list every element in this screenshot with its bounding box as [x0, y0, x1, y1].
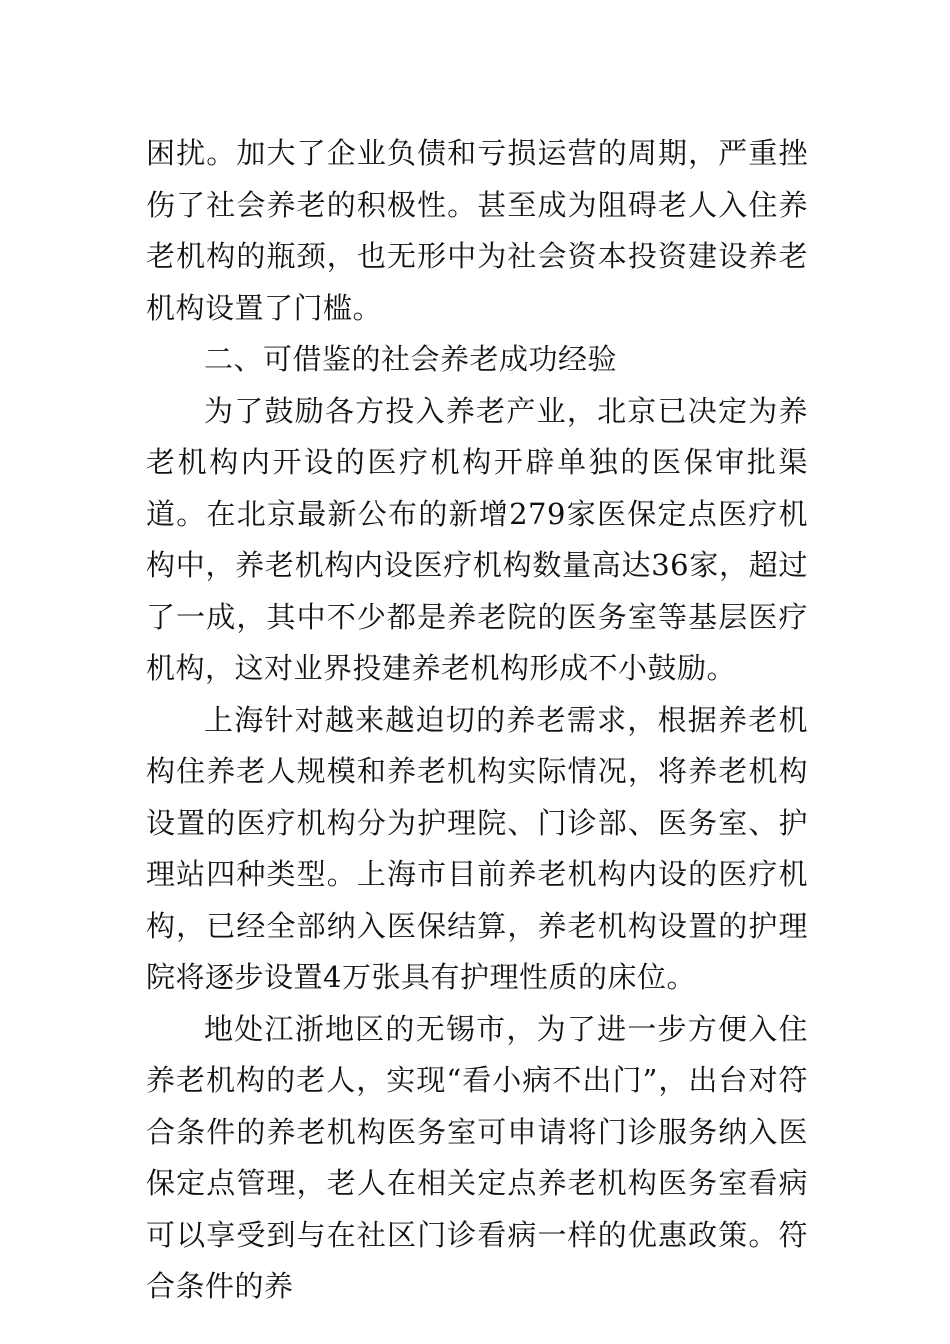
section-heading: 二、可借鉴的社会养老成功经验 — [204, 342, 618, 376]
paragraph-continuation: 困扰。加大了企业负债和亏损运营的周期，严重挫伤了社会养老的积极性。甚至成为阻碍老人入住养老机构的瓶颈，也无形中为社会资本投资建设养老机构设置了门槛。 — [146, 136, 808, 325]
paragraph-wuxi: 地处江浙地区的无锡市，为了进一步方便入住养老机构的老人，实现“看小病不出门”，出台对符合条件的养老机构医务室可申请将门诊服务纳入医保定点管理，老人在相关定点养老机构医务室看病可以享受到与在社区门诊看病一样的优惠政策。符合条件的养 — [146, 1011, 808, 1303]
body-text — [146, 128, 808, 1313]
paragraph-beijing: 为了鼓励各方投入养老产业，北京已决定为养老机构内开设的医疗机构开辟单独的医保审批渠道。在北京最新公布的新增279家医保定点医疗机构中，养老机构内设医疗机构数量高达36家，超过了一成，其中不少都是养老院的医务室等基层医疗机构，这对业界投建养老机构形成不小鼓励。 — [146, 393, 808, 685]
paragraph-shanghai: 上海针对越来越迫切的养老需求，根据养老机构住养老人规模和养老机构实际情况，将养老机构设置的医疗机构分为护理院、门诊部、医务室、护理站四种类型。上海市目前养老机构内设的医疗机构，已经全部纳入医保结算，养老机构设置的护理院将逐步设置4万张具有护理性质的床位。 — [146, 702, 808, 994]
